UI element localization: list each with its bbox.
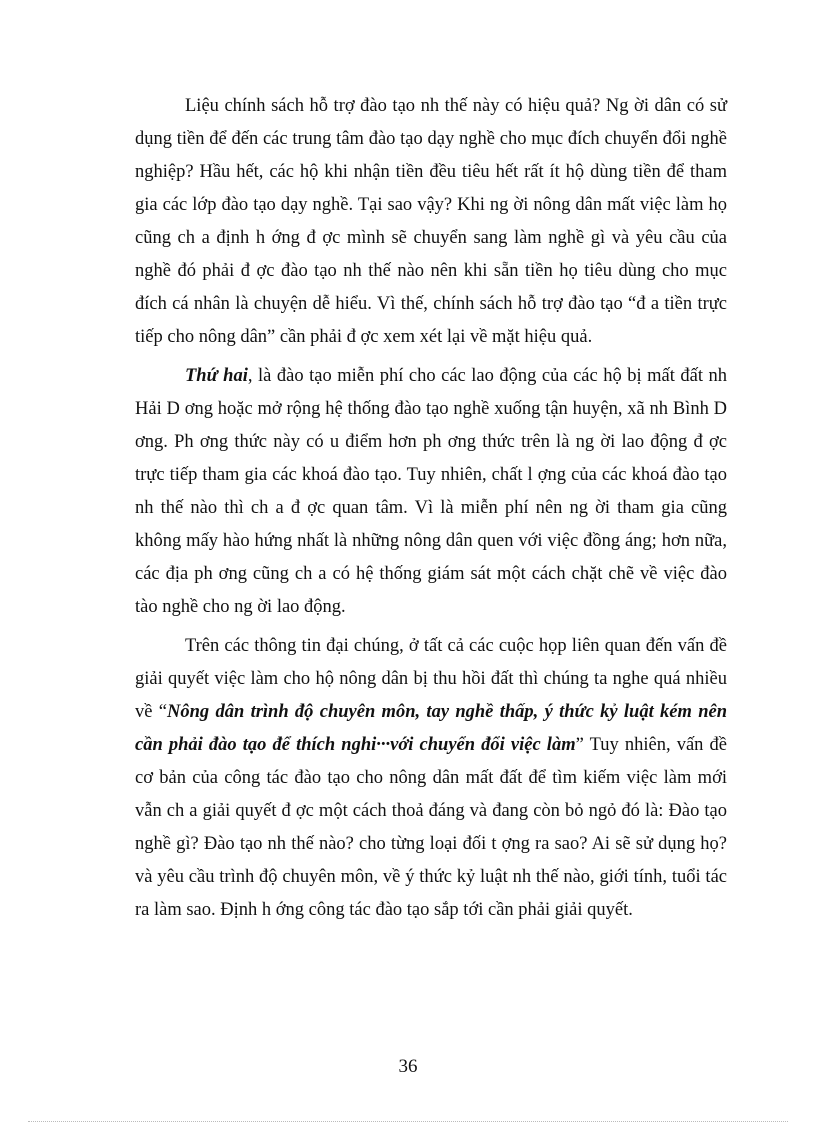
body-text xyxy=(135,90,727,933)
page-number: 36 xyxy=(398,1056,418,1077)
paragraph-3-text-start: Trên các thông tin đại chúng, ở tất cả các cuộc họp liên quan đến vấn đề giải quyết việc làm cho hộ nông dân bị thu hồi đất thì chúng ta nghe quá nhiều về “ xyxy=(135,636,727,722)
paragraph-2-heading: Thứ hai xyxy=(185,366,248,386)
paragraph-3 xyxy=(135,630,727,927)
paragraph-2 xyxy=(135,360,727,624)
page-bottom-divider xyxy=(28,1121,788,1122)
paragraph-3-quote: Nông dân trình độ chuyên môn, tay nghề thấp, ý thức kỷ luật kém nên cần phải đào tạo để thích nghi···với chuyển đổi việc làm xyxy=(135,702,727,755)
paragraph-1-text: Liệu chính sách hỗ trợ đào tạo nh thế này có hiệu quả? Ng ời dân có sử dụng tiền để đến các trung tâm đào tạo dạy nghề cho mục đích chuyển đổi nghề nghiệp? Hầu hết, các hộ khi nhận tiền đều tiêu hết rất ít hộ dùng tiền để tham gia các lớp đào tạo dạy nghề. Tại sao vậy? Khi ng ời nông dân mất việc làm họ cũng ch a định h ớng đ ợc mình sẽ chuyển sang làm nghề gì và yêu cầu của nghề đó phải đ ợc đào tạo nh thế nào nên khi sẵn tiền họ tiêu dùng cho mục đích cá nhân là chuyện dễ hiểu. Vì thế, chính sách hỗ trợ đào tạo “đ a tiền trực tiếp cho nông dân” cần phải đ ợc xem xét lại về mặt hiệu quả. xyxy=(135,96,727,347)
paragraph-3-text-end: ” Tuy nhiên, vấn đề cơ bản của công tác đào tạo cho nông dân mất đất để tìm kiếm việc làm mới vẫn ch a giải quyết đ ợc một cách thoả đáng và đang còn bỏ ngỏ đó là: Đào tạo nghề gì? Đào tạo nh thế nào? cho từng loại đối t ợng ra sao? Ai sẽ sử dụng họ? và yêu cầu trình độ chuyên môn, về ý thức kỷ luật nh thế nào, giới tính, tuổi tác ra làm sao. Định h ớng công tác đào tạo sắp tới cần phải giải quyết. xyxy=(135,735,727,920)
paragraph-2-text: , là đào tạo miễn phí cho các lao động của các hộ bị mất đất nh Hải D ơng hoặc mở rộng hệ thống đào tạo nghề xuống tận huyện, xã nh Bình D ơng. Ph ơng thức này có u điểm hơn ph ơng thức trên là ng ời lao động đ ợc trực tiếp tham gia các khoá đào tạo. Tuy nhiên, chất l ợng của các khoá đào tạo nh thế nào thì ch a đ ợc quan tâm. Vì là miễn phí nên ng ời tham gia cũng không mấy hào hứng nhất là những nông dân quen với việc đồng áng; hơn nữa, các địa ph ơng cũng ch a có hệ thống giám sát một cách chặt chẽ về việc đào tào nghề cho ng ời lao động. xyxy=(135,366,727,617)
paragraph-1 xyxy=(135,90,727,354)
